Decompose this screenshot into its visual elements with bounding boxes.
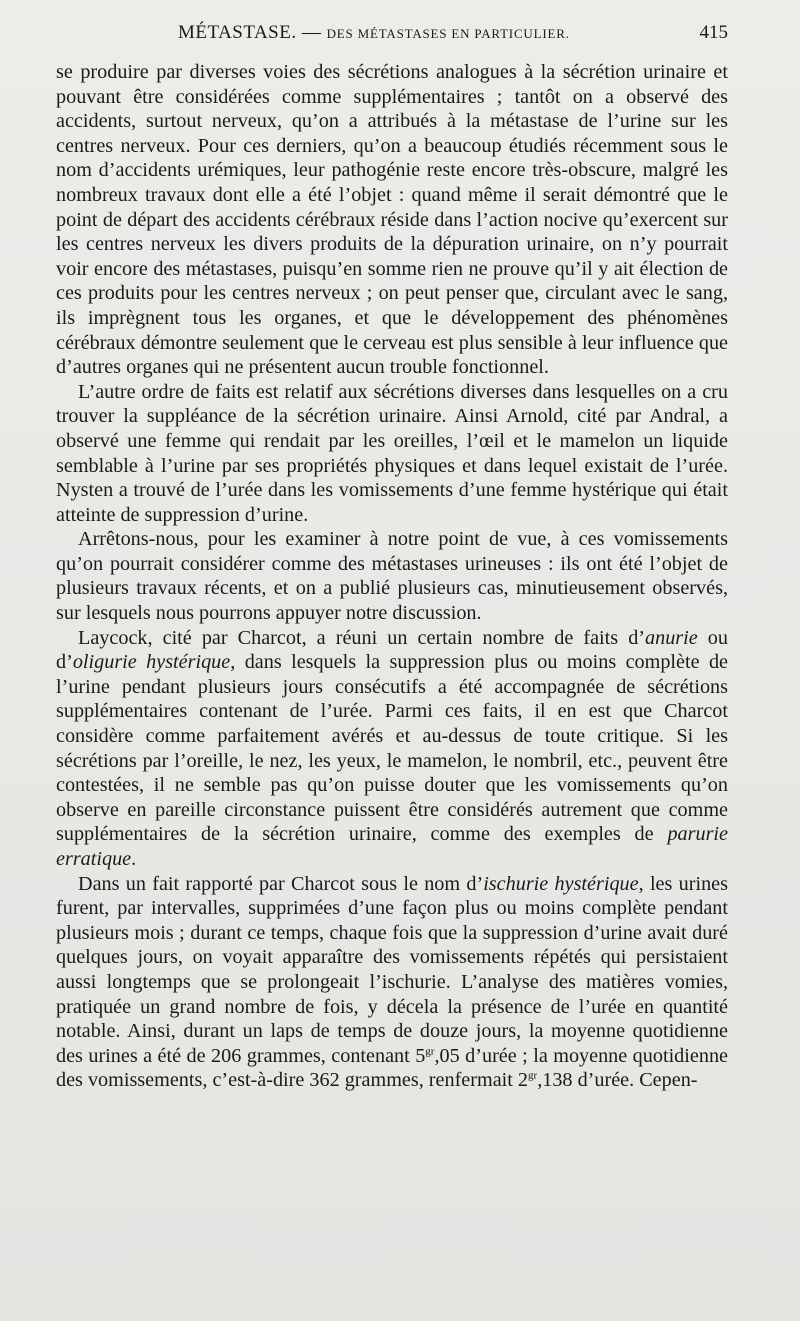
term-ischurie: ischurie hystérique bbox=[483, 872, 639, 895]
unit-gr-2: gr bbox=[528, 1069, 538, 1082]
page-number: 415 bbox=[699, 22, 728, 43]
paragraph-2: L’autre ordre de faits est relatif aux sécrétions diverses dans lesquelles on a cru trouver la suppléance de la sécrétion urinaire. Ainsi Arnold, cité par Andral, a observé une femme qui rendait par les oreilles, l’œil et le mamelon un liquide semblable à l’urine par ses propriétés physiques et dans lequel existait de l’urée. Nysten a trouvé de l’urée dans les vomissements d’une femme hystérique qui était atteinte de suppression d’urine. bbox=[56, 380, 728, 526]
paragraph-3: Arrêtons-nous, pour les examiner à notre point de vue, à ces vomissements qu’on pourrait considérer comme des métastases urineuses : ils ont été l’objet de plusieurs travaux récents, et on a publié plusieurs cas, minutieusement observés, sur lesquels nous pourrons appuyer notre discussion. bbox=[56, 528, 728, 625]
header-title: MÉTASTASE. — bbox=[178, 22, 322, 43]
p5-text-a: Dans un fait rapporté par Charcot sous le nom d’ bbox=[78, 872, 484, 895]
paragraph-5 bbox=[56, 872, 728, 1093]
term-parurie: parurie erratique bbox=[56, 823, 728, 870]
p4-text-d: . bbox=[131, 848, 137, 870]
p5-text-c: ,05 d’urée ; la moyenne quotidienne des vomissements, c’est-à-dire 362 grammes, renfermait 2 bbox=[56, 1044, 728, 1092]
running-title bbox=[178, 22, 570, 44]
p4-text-a: Laycock, cité par Charcot, a réuni un certain nombre de faits d’ bbox=[78, 626, 646, 649]
term-oligurie: oligurie hystérique bbox=[72, 651, 231, 674]
unit-gr-1: gr bbox=[425, 1045, 435, 1058]
p5-text-b: , les urines furent, par intervalles, supprimées d’une façon plus ou moins complète pendant plusieurs mois ; durant ce temps, chaque fois que la suppression d’urine avait duré quelques jours, on voyait apparaître des vomissements répétés qui persistaient aussi longtemps que se prolongeait l’ischurie. L’analyse des matières vomies, pratiquée un grand nombre de fois, y décela la présence de l’urée en quantité notable. Ainsi, durant un laps de temps de douze jours, la moyenne quotidienne des urines a été de 206 grammes, contenant 5 bbox=[56, 872, 728, 1067]
paragraph-1: se produire par diverses voies des sécrétions analogues à la sécrétion urinaire et pouvant être considérées comme supplémentaires ; tantôt on a observé des accidents, surtout nerveux, qu’on a attribués à la métastase de l’urine sur les centres nerveux. Pour ces derniers, qu’on a beaucoup étudiés récemment sous le nom d’accidents urémiques, leur pathogénie reste encore très-obscure, malgré les nombreux travaux dont elle a été l’objet : quand même il serait démontré que le point de départ des accidents cérébraux réside dans l’action nocive qu’exercent sur les centres nerveux les divers produits de la dépuration urinaire, on n’y pourrait voir encore des métastases, puisqu’en somme rien ne prouve qu’il y ait élection de ces produits pour les centres nerveux ; on peut penser que, circulant avec le sang, ils imprègnent tous les organes, et que le développement des phénomènes cérébraux démontre seulement que le cerveau est plus sensible à leur influence que d’autres organes qui ne présentent aucun trouble fonctionnel. bbox=[56, 61, 728, 379]
p4-text-c: , dans lesquels la suppression plus ou moins complète de l’urine pendant plusieurs jours consécutifs a été accompagnée de sécrétions supplémentaires contenant de l’urée. Parmi ces faits, il en est que Charcot considère comme parfaitement avérés et au-dessus de toute critique. Si les sécrétions par l’oreille, le nez, les yeux, le mamelon, le nombril, etc., peuvent être contestées, il ne semble pas qu’on puisse douter que les vomissements qu’on observe en pareille circonstance puissent être considérés autrement que comme supplémentaires de la sécrétion urinaire, comme des exemples de bbox=[56, 651, 729, 846]
term-anurie: anurie bbox=[645, 626, 698, 649]
paragraph-4 bbox=[56, 626, 728, 872]
header-subtitle: DES MÉTASTASES EN PARTICULIER. bbox=[326, 26, 570, 41]
page-body bbox=[56, 60, 728, 1093]
p4-text-b: ou d’ bbox=[56, 626, 728, 674]
running-header bbox=[58, 22, 728, 50]
p5-text-d: ,138 d’urée. Cepen- bbox=[537, 1069, 698, 1092]
